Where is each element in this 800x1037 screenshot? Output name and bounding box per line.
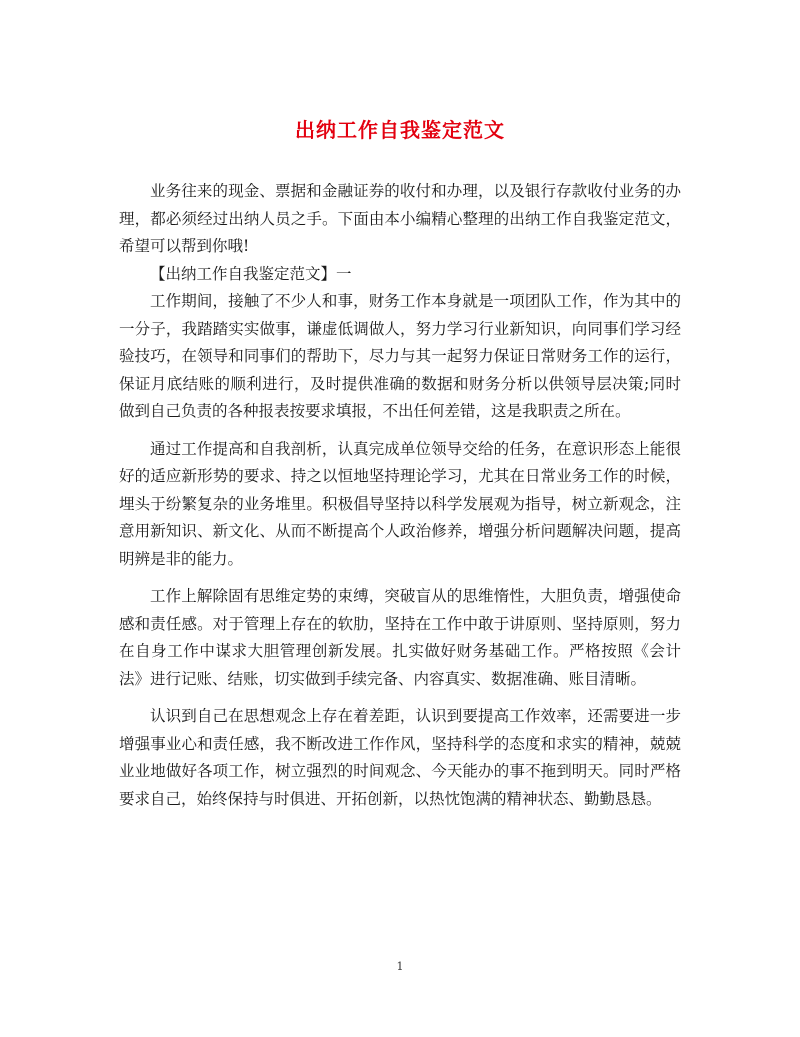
intro-paragraph: 业务往来的现金、票据和金融证券的收付和办理，以及银行存款收付业务的办理，都必须经过出纳人员之手。下面由本小编精心整理的出纳工作自我鉴定范文，希望可以帮到你哦! (119, 182, 681, 255)
body-paragraph: 工作期间，接触了不少人和事，财务工作本身就是一项团队工作，作为其中的一分子，我踏踏实实做事，谦虚低调做人，努力学习行业新知识，向同事们学习经验技巧，在领导和同事们的帮助下，尽力与其一起努力保证日常财务工作的运行，保证月底结账的顺利进行，及时提供准确的数据和财务分析以供领导层决策;同时做到自己负责的各种报表按要求填报，不出任何差错，这是我职责之所在。 (119, 292, 681, 420)
section-heading: 【出纳工作自我鉴定范文】一 (150, 264, 352, 283)
document-body (119, 178, 681, 813)
document-title: 出纳工作自我鉴定范文 (295, 118, 505, 142)
body-paragraph: 工作上解除固有思维定势的束缚，突破盲从的思维惰性，大胆负责，增强使命感和责任感。对于管理上存在的软肋，坚持在工作中敢于讲原则、坚持原则，努力在自身工作中谋求大胆管理创新发展。扎实做好财务基础工作。严格按照《会计法》进行记账、结账，切实做到手续完备、内容真实、数据准确、账目清晰。 (119, 587, 681, 688)
body-paragraph: 通过工作提高和自我剖析，认真完成单位领导交给的任务，在意识形态上能很好的适应新形势的要求、持之以恒地坚持理论学习，尤其在日常业务工作的时候，埋头于纷繁复杂的业务堆里。积极倡导坚持以科学发展观为指导，树立新观念，注意用新知识、新文化、从而不断提高个人政治修养，增强分析问题解决问题，提高明辨是非的能力。 (119, 439, 681, 568)
page-number: 1 (396, 960, 404, 973)
body-paragraph: 认识到自己在思想观念上存在着差距，认识到要提高工作效率，还需要进一步增强事业心和责任感，我不断改进工作作风，坚持科学的态度和求实的精神，兢兢业业地做好各项工作，树立强烈的时间观念、今天能办的事不拖到明天。同时严格要求自己，始终保持与时俱进、开拓创新，以热忱饱满的精神状态、勤勤恳恳。 (119, 707, 681, 808)
